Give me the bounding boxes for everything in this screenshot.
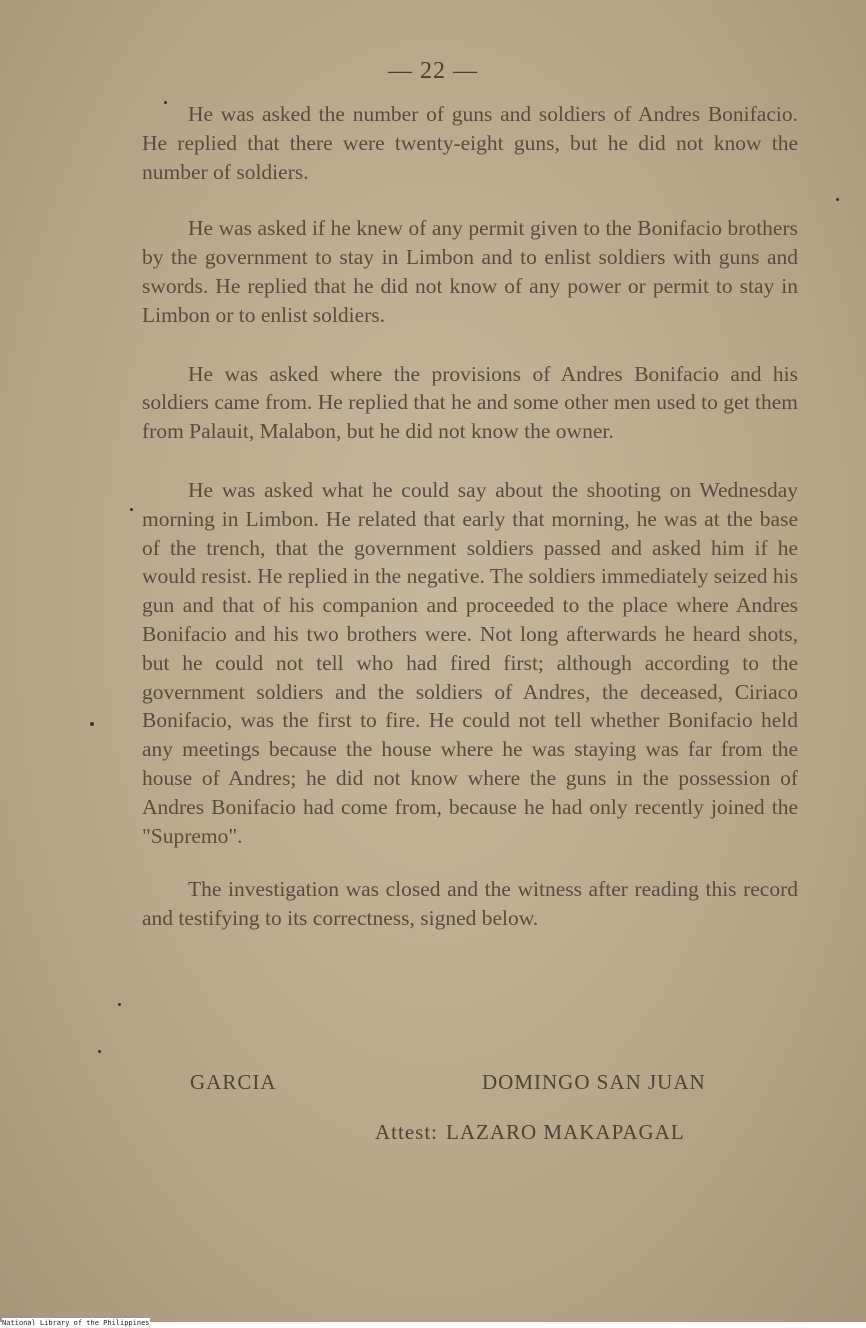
- paper-speck: [98, 1050, 101, 1053]
- paragraph-permit: He was asked if he knew of any permit given to the Bonifacio brothers by the government to stay in Limbon and to enlist soldiers with guns and swords. He replied that he did not know of any power or permit to stay in Limbon or to enlist soldiers.: [142, 216, 798, 327]
- signature-row: [190, 1070, 790, 1102]
- paper-speck: [90, 722, 94, 726]
- paper-speck: [836, 198, 839, 201]
- paragraph-closing: The investigation was closed and the witness after reading this record and testifying to its correctness, signed below.: [142, 877, 798, 931]
- library-credit: National Library of the Philippines: [2, 1319, 150, 1327]
- testimony-body: [142, 100, 798, 933]
- paragraph-shooting: He was asked what he could say about the shooting on Wednesday morning in Limbon. He related that early that morning, he was at the base of the trench, that the government soldiers passed and asked him if he would resist. He replied in the negative. The soldiers immediately seized his gun and that of his companion and proceeded to the place where Andres Bonifacio and his two brothers were. Not long afterwards he heard shots, but he could not tell who had fired first; although according to the government soldiers and the soldiers of Andres, the deceased, Ciriaco Bonifacio, was the first to fire. He could not tell whether Bonifacio held any meetings because the house where he was staying was far from the house of Andres; he did not know where the guns in the possession of Andres Bonifacio had come from, because he had only recently joined the "Supremo".: [142, 477, 798, 848]
- paper-speck: [118, 1003, 121, 1006]
- attest-label: Attest:: [375, 1120, 438, 1144]
- attest-line: [375, 1120, 685, 1145]
- page-number: — 22 —: [388, 58, 478, 84]
- signature-garcia: GARCIA: [190, 1070, 277, 1094]
- paper-speck: [130, 508, 133, 511]
- attest-name: LAZARO MAKAPAGAL: [446, 1120, 685, 1144]
- signature-domingo-san-juan: DOMINGO SAN JUAN: [482, 1070, 706, 1094]
- paragraph-provisions: He was asked where the provisions of Andres Bonifacio and his soldiers came from. He replied that he and some other men used to get them from Palauit, Malabon, but he did not know the owner.: [142, 361, 798, 444]
- paragraph-guns-and-soldiers: He was asked the number of guns and soldiers of Andres Bonifacio. He replied that there were twenty-eight guns, but he did not know the number of soldiers.: [142, 102, 798, 184]
